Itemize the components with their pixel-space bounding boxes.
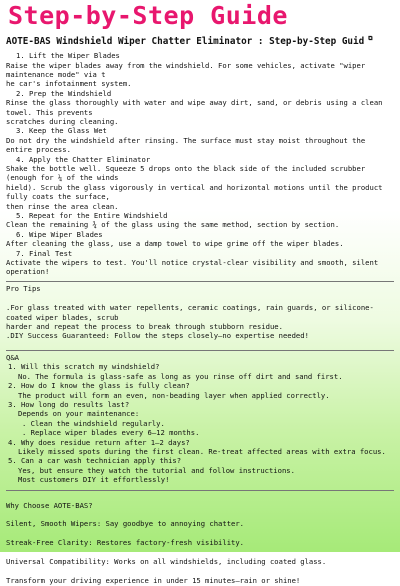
guide-page [0,2,400,586]
qa-question: 3. How long do results last? [8,399,130,409]
qa-answer: Yes, but ensure they watch the tutorial and follow instructions. [18,465,295,475]
qa-answer: Most customers DIY it effortlessly! [18,475,170,485]
section-divider [6,281,394,282]
image-placeholder-icon: ⧉ [368,35,373,42]
step-heading: 6. Wipe Wiper Blades [16,229,103,239]
step-3 [6,126,394,154]
step-body-line: he car's infotainment system. [6,79,132,89]
step-body-line: then rinse the area clean. [6,201,119,211]
step-heading: 5. Repeat for the Entire Windshield [16,211,168,220]
step-6 [6,230,394,249]
step-5 [6,211,394,230]
step-7 [6,249,394,277]
pro-tips-section [6,284,394,341]
section-divider [6,350,394,351]
why-line: Universal Compatibility: Works on all windshields, including coated glass. [6,557,327,567]
steps-section [6,51,394,277]
step-heading: 4. Apply the Chatter Eliminator [16,154,151,164]
qa-bullet: . Replace wiper blades every 6–12 months. [22,428,200,438]
section-divider [6,490,394,491]
step-heading: 7. Final Test [16,248,73,258]
step-heading: 1. Lift the Wiper Blades [16,51,120,61]
step-body-line: After cleaning the glass, use a damp towel to wipe grime off the wiper blades. [6,239,344,249]
step-body-line: Activate the wipers to test. You'll notice crystal-clear visibility and smooth, silent operation! [6,258,379,277]
pro-tips-label: Pro Tips [6,283,41,293]
qa-question: 5. Can a car wash technician apply this? [8,456,182,466]
qa-answer: No. The formula is glass-safe as long as you rinse off dirt and sand first. [18,371,343,381]
why-line: Transform your driving experience in under 15 minutes—rain or shine! [6,576,301,586]
step-body-line: Raise the wiper blades away from the windshield. For some vehicles, activate "wiper maintenance mode" via t [6,60,366,79]
step-2 [6,89,394,127]
qa-question: 1. Will this scratch my windshield? [8,362,160,372]
qa-question: 2. How do I know the glass is fully clean? [8,381,190,391]
step-body-line: scratches during cleaning. [6,116,119,126]
step-body-line: Shake the bottle well. Squeeze 5 drops onto the black side of the included scrubber (enough for ¼ of the winds [6,163,366,183]
qa-answer: The product will form an even, non-beading layer when applied correctly. [18,390,330,400]
qa-answer: Depends on your maintenance: [18,409,140,419]
qa-bullet: . Clean the windshield regularly. [22,418,165,428]
qa-answer: Likely missed spots during the first clean. Re-treat affected areas with extra focus. [18,446,386,456]
step-4 [6,155,394,211]
step-body-line: Do not dry the windshield after rinsing. The surface must stay moist throughout the entire process. [6,135,366,155]
why-line: Streak-Free Clarity: Restores factory-fresh visibility. [6,538,244,548]
subtitle-text: AOTE-BAS Windshield Wiper Chatter Eliminator : Step-by-Step Guid [6,36,365,48]
step-1 [6,51,394,89]
step-body-line: hield). Scrub the glass vigorously in vertical and horizontal motions until the product fully coats the surface, [6,182,383,202]
page-title: Step-by-Step Guide [8,1,288,30]
step-body-line: Rinse the glass thoroughly with water and wipe away dirt, sand, or debris using a clean towel. This prevents [6,98,383,117]
pro-tip-line: harder and repeat the process to break through stubborn residue. [6,322,283,332]
why-section [6,501,394,586]
pro-tip-line: .DIY Success Guaranteed: Follow the steps closely—no expertise needed! [6,331,309,341]
qa-label: Q&A [6,352,19,362]
pro-tip-line: .For glass treated with water repellents, ceramic coatings, rain guards, or silicone-coated wiper blades, scrub [6,303,374,322]
qa-question: 4. Why does residue return after 1–2 days? [8,437,190,447]
why-label: Why Choose AOTE-BAS? [6,500,93,510]
step-heading: 2. Prep the Windshield [16,88,112,98]
step-heading: 3. Keep the Glass Wet [16,126,107,136]
step-body-line: Clean the remaining ¾ of the glass using the same method, section by section. [6,220,340,230]
qa-section [6,353,394,485]
why-line: Silent, Smooth Wipers: Say goodbye to annoying chatter. [6,519,244,529]
guide-subtitle [6,33,394,48]
